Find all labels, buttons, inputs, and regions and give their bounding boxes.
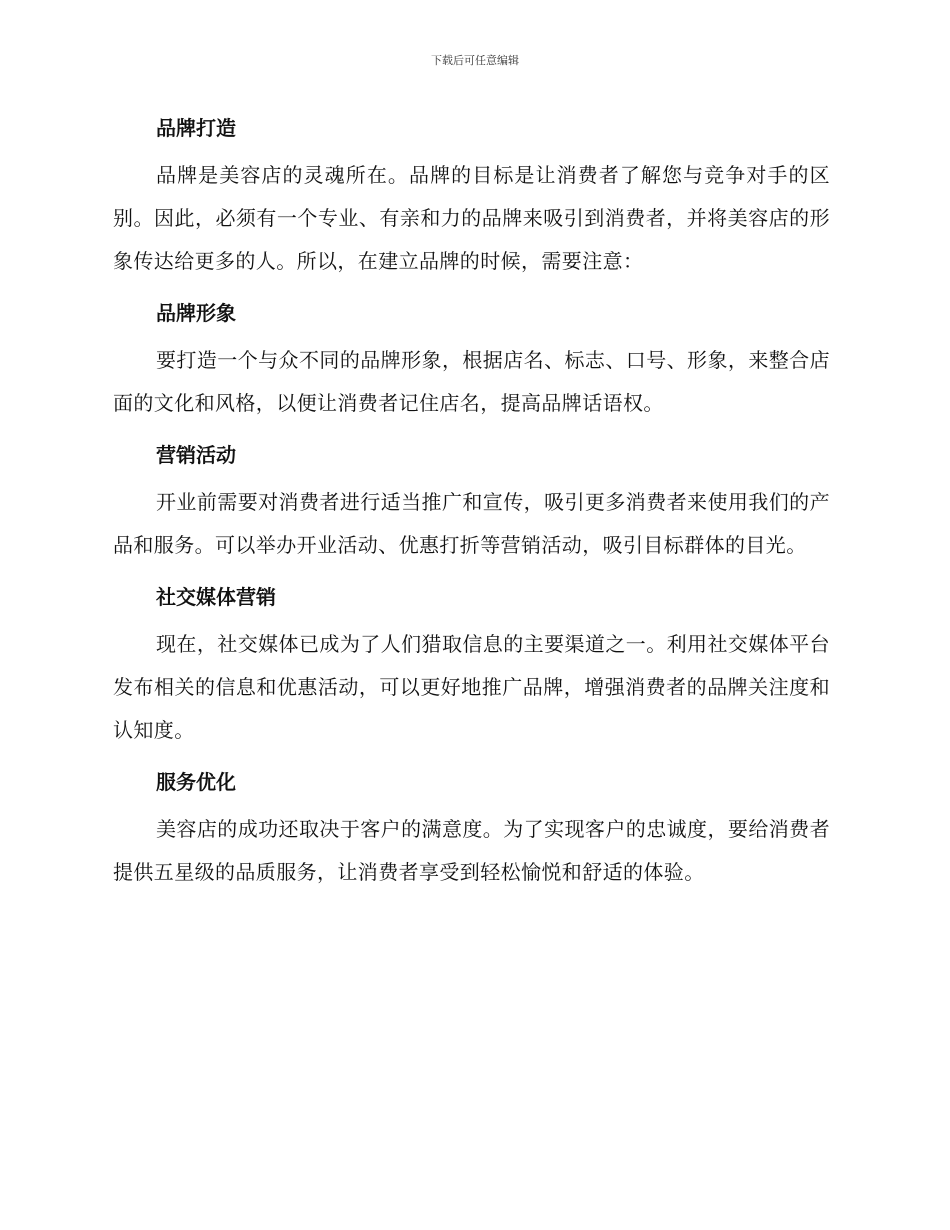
header-note: 下载后可任意编辑 bbox=[431, 54, 519, 67]
section-paragraph-social-media-marketing: 现在，社交媒体已成为了人们猎取信息的主要渠道之一。利用社交媒体平台发布相关的信息和优惠活动，可以更好地推广品牌，增强消费者的品牌关注度和认知度。 bbox=[113, 632, 830, 742]
section-paragraph-brand-building: 品牌是美容店的灵魂所在。品牌的目标是让消费者了解您与竞争对手的区别。因此，必须有一个专业、有亲和力的品牌来吸引到消费者，并将美容店的形象传达给更多的人。所以，在建立品牌的时候，需要注意： bbox=[113, 163, 830, 273]
section-paragraph-marketing-activities: 开业前需要对消费者进行适当推广和宣传，吸引更多消费者来使用我们的产品和服务。可以举办开业活动、优惠打折等营销活动，吸引目标群体的目光。 bbox=[113, 490, 830, 557]
section-paragraph-brand-image: 要打造一个与众不同的品牌形象，根据店名、标志、口号、形象，来整合店面的文化和风格，以便让消费者记住店名，提高品牌话语权。 bbox=[113, 348, 830, 415]
section-paragraph-service-optimization: 美容店的成功还取决于客户的满意度。为了实现客户的忠诚度，要给消费者提供五星级的品质服务，让消费者享受到轻松愉悦和舒适的体验。 bbox=[113, 817, 830, 884]
section-heading-brand-image: 品牌形象 bbox=[156, 301, 236, 325]
section-heading-service-optimization: 服务优化 bbox=[156, 770, 236, 794]
document-body bbox=[113, 108, 830, 904]
section-heading-marketing-activities: 营销活动 bbox=[156, 443, 236, 467]
section-heading-social-media-marketing: 社交媒体营销 bbox=[156, 585, 276, 609]
section-heading-brand-building: 品牌打造 bbox=[156, 116, 236, 140]
